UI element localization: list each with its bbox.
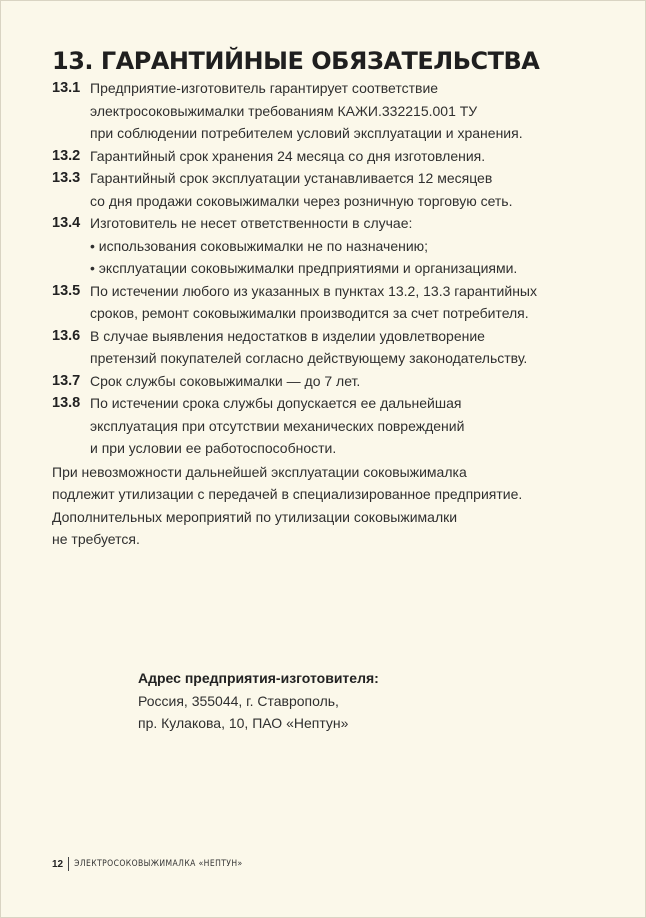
paragraph-line: подлежит утилизации с передачей в специализированное предприятие. [52,486,523,502]
item-text-line: Срок службы соковыжималки — до 7 лет. [90,372,361,389]
footer-product-name: ЭЛЕКТРОСОКОВЫЖИМАЛКА «НЕПТУН» [74,859,243,869]
item-text-line: претензий покупателей согласно действующему законодательству. [90,350,528,366]
item-text-line: Предприятие-изготовитель гарантирует соответствие [90,80,439,96]
item-number: 13.6 [52,327,81,344]
warranty-item-13-2 [52,145,612,168]
manufacturer-address [138,667,379,735]
warranty-item-13-7 [52,370,612,393]
item-text-line: при соблюдении потребителем условий эксплуатации и хранения. [90,125,523,141]
address-line: Россия, 355044, г. Ставрополь, [138,692,339,709]
item-text-line: В случае выявления недостатков в изделии удовлетворение [90,327,485,344]
item-text-line: эксплуатация при отсутствии механических повреждений [90,417,465,434]
item-text-line: Гарантийный срок хранения 24 месяца со дня изготовления. [90,147,486,164]
item-number: 13.3 [52,170,81,186]
address-line: пр. Кулакова, 10, ПАО «Нептун» [138,715,349,731]
item-number: 13.8 [52,395,81,411]
item-text-line: Изготовитель не несет ответственности в случае: [90,215,413,231]
item-number: 13.5 [52,282,81,299]
bullet-line: • использования соковыжималки не по назначению; [90,237,429,254]
page-number: 12 [52,858,64,870]
item-text-line: Гарантийный срок эксплуатации устанавливается 12 месяцев [90,170,493,186]
paragraph-line: Дополнительных мероприятий по утилизации соковыжималки [52,508,458,525]
warranty-item-13-4 [52,212,612,280]
item-number: 13.2 [52,147,81,164]
section-title: 13. ГАРАНТИЙНЫЕ ОБЯЗАТЕЛЬСТВА [52,47,540,75]
item-number: 13.7 [52,372,81,389]
page-footer [52,856,243,872]
item-text-line: со дня продажи соковыжималки через розничную торговую сеть. [90,192,513,209]
item-text-line: и при условии ее работоспособности. [90,440,337,456]
address-title: Адрес предприятия-изготовителя: [138,670,379,686]
warranty-item-13-1 [52,77,612,145]
bullet-line: • эксплуатации соковыжималки предприятиями и организациями. [90,260,518,276]
disposal-paragraph [52,461,612,551]
footer-divider [68,857,69,871]
warranty-item-13-5 [52,280,612,325]
paragraph-line: не требуется. [52,531,140,547]
item-number: 13.1 [52,80,81,96]
item-text-line: электросоковыжималки требованиям КАЖИ.332215.001 ТУ [90,102,478,119]
warranty-item-13-8 [52,392,612,460]
warranty-item-13-6 [52,325,612,370]
item-text-line: По истечении любого из указанных в пунктах 13.2, 13.3 гарантийных [90,282,537,299]
paragraph-line: При невозможности дальнейшей эксплуатации соковыжималка [52,463,467,480]
item-text-line: По истечении срока службы допускается ее дальнейшая [90,395,462,411]
item-text-line: сроков, ремонт соковыжималки производится за счет потребителя. [90,305,529,321]
warranty-item-13-3 [52,167,612,212]
item-number: 13.4 [52,215,81,231]
warranty-items [52,77,612,551]
